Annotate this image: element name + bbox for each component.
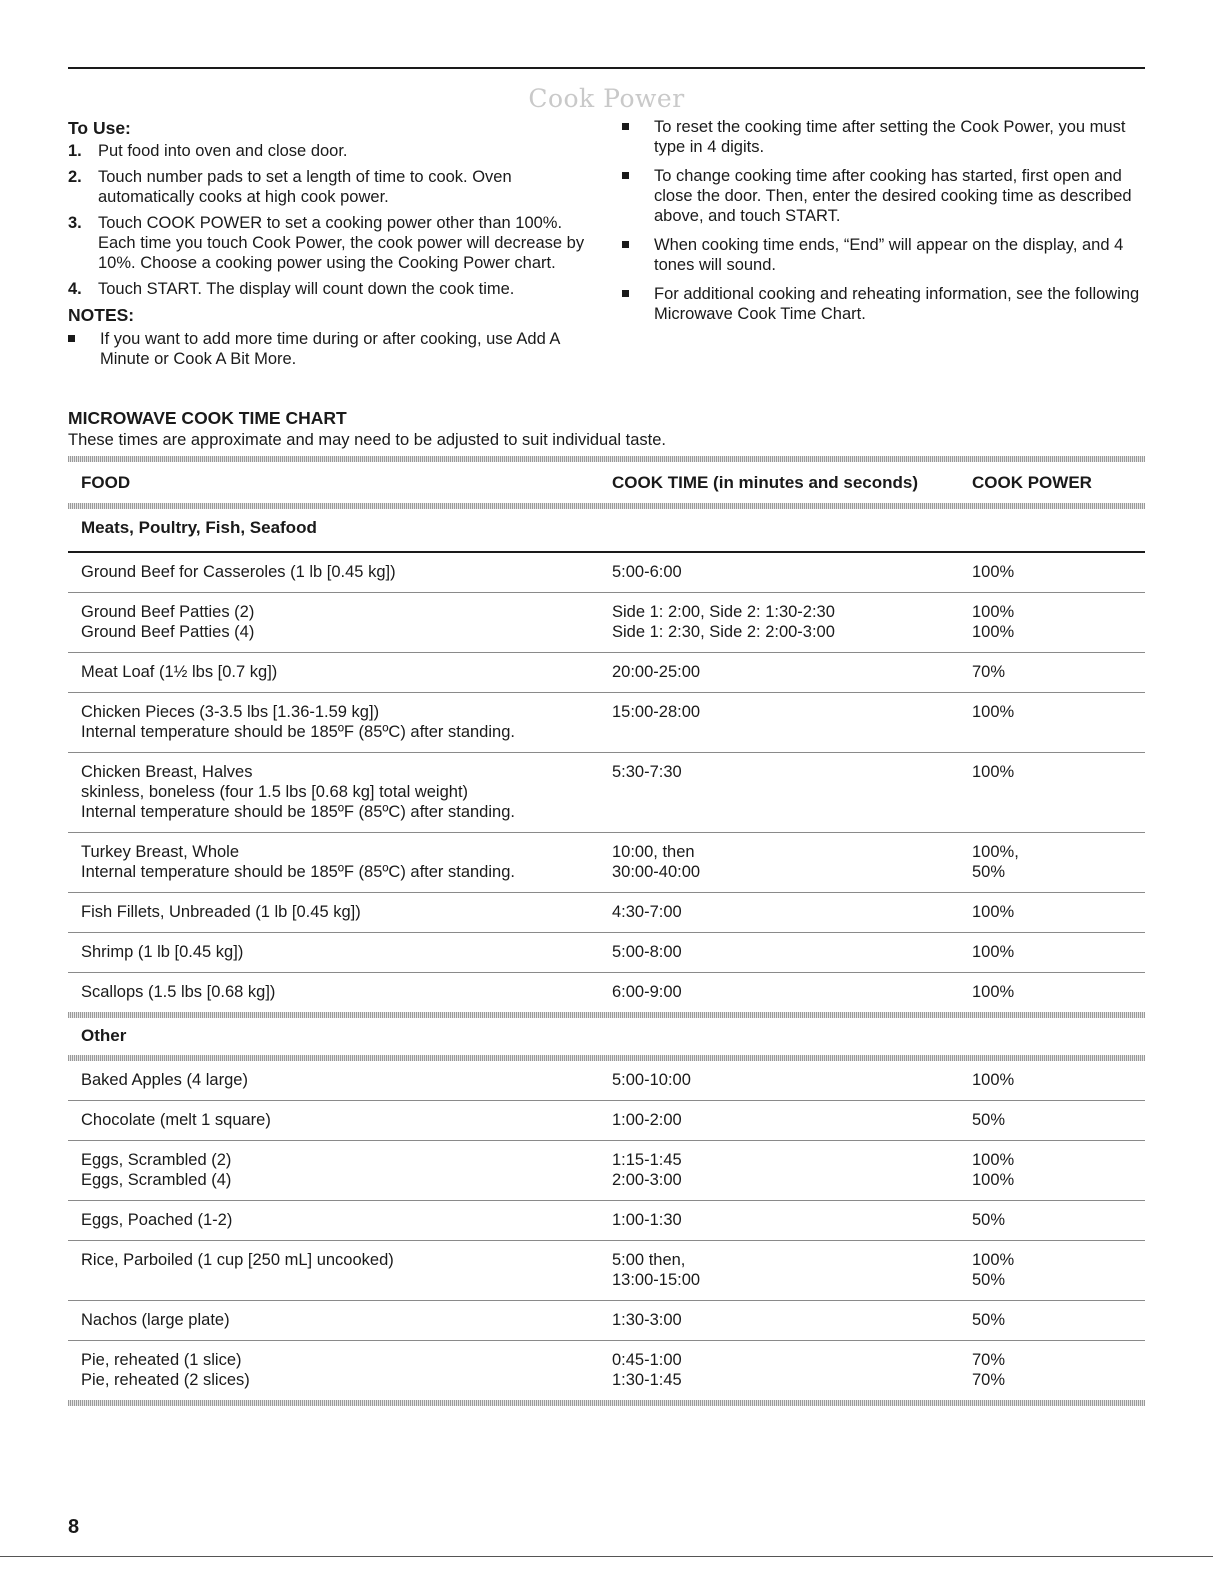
cell-food-line: Pie, reheated (2 slices) [81,1371,250,1389]
cell-cook-time-line: Side 1: 2:30, Side 2: 2:00-3:00 [612,623,835,641]
note-bullet [622,284,1142,324]
cell-cook-power [972,762,1145,822]
cell-cook-time-line: 5:00-8:00 [612,943,682,961]
note-text: If you want to add more time during or after cooking, use Add A Minute or Cook A Bit More. [100,330,560,368]
group-meats: Meats, Poultry, Fish, Seafood [81,518,317,537]
cell-food-line: skinless, boneless (four 1.5 lbs [0.68 kg] total weight) [81,783,469,801]
right-column [622,117,1142,333]
notes-right-list [622,117,1142,324]
cell-cook-time-line: 10:00, then [612,843,695,861]
cell-cook-time-line: 5:00 then, [612,1251,686,1269]
cell-food-line: Pie, reheated (1 slice) [81,1351,242,1369]
cell-cook-time-line: Side 1: 2:00, Side 2: 1:30-2:30 [612,603,835,621]
cell-food-line: Internal temperature should be 185ºF (85ºC) after standing. [81,723,515,741]
cell-cook-power-line: 100% [972,1151,1015,1169]
cell-food [68,1150,612,1190]
cook-time-table [68,456,1145,1406]
step-number: 1. [68,142,82,160]
table-row [68,592,1145,652]
cell-cook-time [612,562,972,582]
cell-cook-power-line: 100% [972,703,1015,721]
cell-cook-time-line: 20:00-25:00 [612,663,701,681]
cell-cook-time [612,1070,972,1090]
cell-cook-power [972,562,1145,582]
cell-cook-power-line: 100%, [972,843,1019,861]
note-bullet [622,117,1142,157]
table-row [68,553,1145,592]
cell-food-line: Chicken Breast, Halves [81,763,253,781]
cell-food [68,942,612,962]
note-text: To change cooking time after cooking has started, first open and close the door. Then, enter the desired cooking time as described above, and touch START. [654,167,1132,225]
cell-cook-time [612,942,972,962]
cell-cook-time [612,602,972,642]
chart-title: MICROWAVE COOK TIME CHART [68,408,347,428]
cell-food [68,902,612,922]
step-text: Touch START. The display will count down the cook time. [98,280,515,298]
step-text: Touch number pads to set a length of time to cook. Oven automatically cooks at high cook power. [98,168,512,206]
left-column [68,118,593,378]
cell-cook-power [972,942,1145,962]
cell-cook-power [972,702,1145,742]
notes-heading: NOTES: [68,305,135,325]
cell-food [68,1350,612,1390]
note-bullet [622,235,1142,275]
cell-cook-power-line: 50% [972,1211,1006,1229]
cell-cook-power-line: 50% [972,1111,1006,1129]
cell-cook-power [972,1150,1145,1190]
cell-cook-power-line: 100% [972,943,1015,961]
table-row [68,832,1145,892]
note-text: For additional cooking and reheating information, see the following Microwave Cook Time Chart. [654,285,1140,323]
cell-food-line: Eggs, Scrambled (4) [81,1171,232,1189]
cell-food-line: Ground Beef for Casseroles (1 lb [0.45 kg]) [81,563,396,581]
cell-cook-power-line: 70% [972,1371,1006,1389]
cell-food-line: Eggs, Poached (1-2) [81,1211,233,1229]
step-item [68,213,593,273]
cell-cook-power [972,902,1145,922]
cell-food-line: Turkey Breast, Whole [81,843,240,861]
cell-food-line: Baked Apples (4 large) [81,1071,248,1089]
cell-food-line: Internal temperature should be 185ºF (85ºC) after standing. [81,863,515,881]
table-row [68,892,1145,932]
cell-cook-time-line: 15:00-28:00 [612,703,701,721]
cell-cook-time [612,762,972,822]
table-row [68,692,1145,752]
cell-cook-time [612,1150,972,1190]
cell-cook-time [612,1350,972,1390]
cell-cook-time [612,982,972,1002]
table-row [68,972,1145,1012]
cell-cook-power-line: 50% [972,1271,1006,1289]
cell-cook-time-line: 1:15-1:45 [612,1151,682,1169]
table-row [68,1200,1145,1240]
cell-food-line: Chicken Pieces (3-3.5 lbs [1.36-1.59 kg]) [81,703,380,721]
top-rule [68,67,1145,69]
cell-food-line: Shrimp (1 lb [0.45 kg]) [81,943,244,961]
cell-cook-power-line: 100% [972,1171,1015,1189]
cell-cook-time-line: 1:00-1:30 [612,1211,682,1229]
cell-cook-time-line: 30:00-40:00 [612,863,701,881]
cell-food-line: Ground Beef Patties (2) [81,603,255,621]
other-rows [68,1061,1145,1400]
step-number: 3. [68,214,82,232]
cell-cook-power [972,662,1145,682]
cell-cook-power [972,1110,1145,1130]
table-row [68,652,1145,692]
cell-cook-power-line: 100% [972,1071,1015,1089]
cell-food [68,982,612,1002]
cell-cook-time [612,1110,972,1130]
bullet-square-icon [622,235,654,275]
table-row [68,932,1145,972]
step-text: Touch COOK POWER to set a cooking power other than 100%. Each time you touch Cook Power, the cook power will decrease by 10%. Choose a cooking power using the Cooking Power chart. [98,214,585,272]
cell-cook-time [612,1210,972,1230]
cell-cook-power [972,842,1145,882]
cell-food-line: Rice, Parboiled (1 cup [250 mL] uncooked) [81,1251,394,1269]
cell-cook-power-line: 100% [972,603,1015,621]
step-item [68,141,593,161]
table-row [68,1100,1145,1140]
cell-cook-time [612,702,972,742]
cell-food [68,842,612,882]
to-use-heading: To Use: [68,118,131,138]
table-row [68,1340,1145,1400]
cell-food [68,1250,612,1290]
table-row [68,1300,1145,1340]
cell-cook-power-line: 70% [972,663,1006,681]
note-text: To reset the cooking time after setting the Cook Power, you must type in 4 digits. [654,118,1126,156]
step-item [68,279,593,299]
cell-cook-time-line: 2:00-3:00 [612,1171,682,1189]
cell-cook-power [972,1350,1145,1390]
bottom-rule [0,1556,1213,1557]
cell-cook-power [972,1070,1145,1090]
cell-food [68,1110,612,1130]
cell-food-line: Fish Fillets, Unbreaded (1 lb [0.45 kg]) [81,903,361,921]
cell-cook-time-line: 6:00-9:00 [612,983,682,1001]
cell-cook-power-line: 100% [972,1251,1015,1269]
cell-cook-time-line: 1:00-2:00 [612,1111,682,1129]
bullet-square-icon [622,117,654,157]
cell-cook-power-line: 100% [972,903,1015,921]
cell-cook-time-line: 5:00-10:00 [612,1071,691,1089]
note-text: When cooking time ends, “End” will appear on the display, and 4 tones will sound. [654,236,1124,274]
header-cook-time: COOK TIME (in minutes and seconds) [612,473,919,492]
cell-food-line: Eggs, Scrambled (2) [81,1151,232,1169]
cell-cook-power-line: 50% [972,863,1006,881]
step-number: 4. [68,280,82,298]
notes-left-list [68,329,593,369]
cell-food-line: Nachos (large plate) [81,1311,230,1329]
cell-cook-time [612,662,972,682]
cell-food-line: Meat Loaf (1½ lbs [0.7 kg]) [81,663,278,681]
cell-cook-time-line: 5:00-6:00 [612,563,682,581]
cell-food-line: Chocolate (melt 1 square) [81,1111,271,1129]
section-title: Cook Power [528,84,685,113]
header-food: FOOD [81,473,131,492]
cell-cook-power [972,982,1145,1002]
cell-cook-power-line: 100% [972,623,1015,641]
table-row [68,1140,1145,1200]
cell-cook-time [612,842,972,882]
chart-subtitle: These times are approximate and may need to be adjusted to suit individual taste. [68,431,667,449]
cell-cook-power-line: 100% [972,763,1015,781]
cell-food [68,702,612,742]
cell-food [68,1310,612,1330]
header-cook-power: COOK POWER [972,473,1092,492]
to-use-steps [68,141,593,299]
cell-cook-time-line: 1:30-1:45 [612,1371,682,1389]
cell-cook-power-line: 100% [972,563,1015,581]
cell-food [68,662,612,682]
cell-food-line: Ground Beef Patties (4) [81,623,255,641]
bullet-square-icon [622,284,654,324]
table-header [68,462,1145,503]
bullet-square-icon [622,166,654,226]
note-bullet [622,166,1142,226]
cell-cook-time-line: 13:00-15:00 [612,1271,701,1289]
table-row [68,752,1145,832]
step-text: Put food into oven and close door. [98,142,348,160]
cell-food [68,1210,612,1230]
cell-cook-time-line: 0:45-1:00 [612,1351,682,1369]
cell-cook-time-line: 4:30-7:00 [612,903,682,921]
cell-food-line: Scallops (1.5 lbs [0.68 kg]) [81,983,276,1001]
cell-cook-power [972,1310,1145,1330]
step-number: 2. [68,168,82,186]
meats-rows [68,553,1145,1012]
cell-cook-time-line: 5:30-7:30 [612,763,682,781]
cell-cook-power [972,1250,1145,1290]
cell-food [68,762,612,822]
cell-food [68,1070,612,1090]
cell-cook-power [972,602,1145,642]
cell-food [68,562,612,582]
cell-cook-power-line: 100% [972,983,1015,1001]
page-number: 8 [68,1516,80,1538]
bullet-square-icon [68,329,100,369]
cell-cook-power [972,1210,1145,1230]
table-row [68,1061,1145,1100]
cell-cook-time-line: 1:30-3:00 [612,1311,682,1329]
cell-food-line: Internal temperature should be 185ºF (85ºC) after standing. [81,803,515,821]
cell-food [68,602,612,642]
group-other: Other [81,1026,127,1045]
cell-cook-time [612,1250,972,1290]
step-item [68,167,593,207]
cell-cook-power-line: 70% [972,1351,1006,1369]
note-bullet [68,329,593,369]
cell-cook-time [612,902,972,922]
table-row [68,1240,1145,1300]
table-bottom-dotted-rule [68,1400,1145,1406]
cell-cook-power-line: 50% [972,1311,1006,1329]
cell-cook-time [612,1310,972,1330]
